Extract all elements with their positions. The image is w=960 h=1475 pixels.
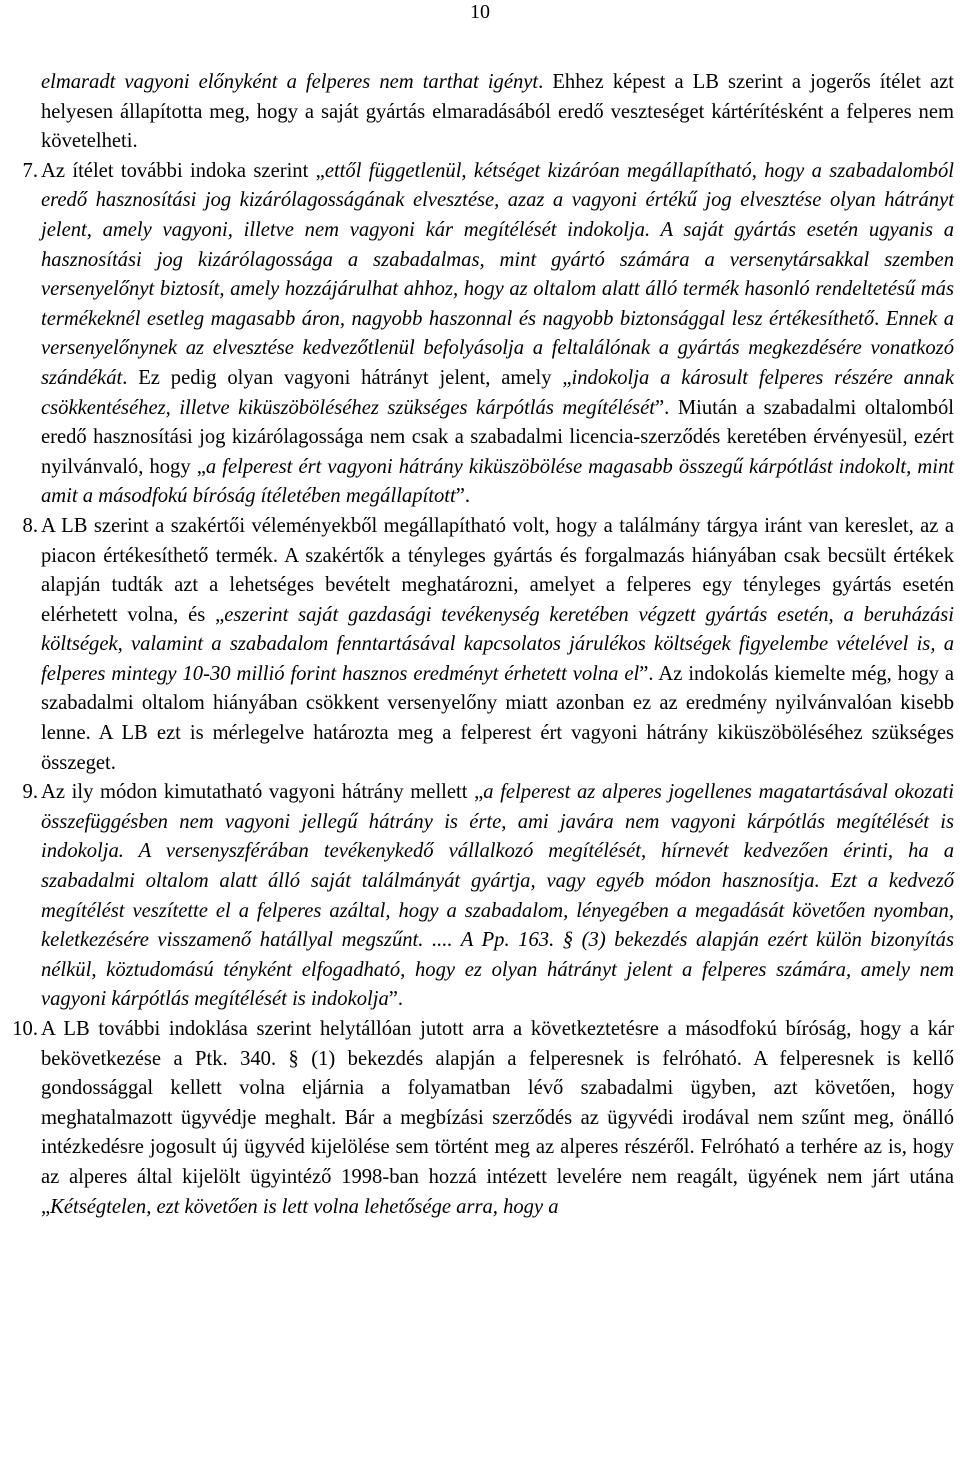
list-item-text [41,157,954,512]
quote-run: Ennek a versenyelőnynek az elvesztése kedvezőtlenül befolyásolja a feltalálónak a gyártás megkezdésére vonatkozó szándékát [41,307,954,389]
intro-paragraph [41,68,954,157]
text-run: . Ez pedig olyan vagyoni hátrányt jelent, amely „ [122,366,572,389]
text-run: ”. Miután a szabadalmi oltalomból eredő hasznosítási jog kizárólagossága nem csak a szabadalmi licencia-szerződés keretében érvényesül, ezért nyilvánvaló, hogy „ [41,396,954,478]
list-item-number: 7. [22,159,38,182]
text-run: Az ily módon kimutatható vagyoni hátrány mellett „ [41,781,484,804]
quote-run: a felperest ért vagyoni hátrány kiküszöbölése magasabb összegű kárpótlást indokolt, mint amit a másodfokú bíróság ítéletében megállapított [41,455,954,508]
quote-run: ettől függetlenül, kétséget kizáróan megállapítható, hogy a szabadalomból eredő hasznosítási jog kizárólagosságának elvesztése, azaz a vagyoni értékű jog elvesztése olyan hátrányt jelent, amely vagyoni, illetve nem vagyoni kár megítélését indokolja. A saját gyártás esetén ugyanis a hasznosítási jog kizárólagossága a szabadalmas, mint gyártó számára a versenytársakkal szemben versenyelőnyt biztosít, amely hozzájárulhat ahhoz, hogy az oltalom alatt álló termék hasonló rendeltetésű más termékeknél esetleg magasabb áron, nagyobb haszonnal és nagyobb biztonsággal lesz értékesíthető [41,159,954,330]
list-item-9 [22,778,954,1015]
text-run: A LB szerint a szakértői véleményekből megállapítható volt, hogy a találmány tárgya iránt van kereslet, az a piacon értékesíthető termék. A szakértők a tényleges gyártás és forgalmazás hiányában csak becsült értékek alapján tudták azt a lehetséges bevételt meghatározni, amelyet a felperes egy tényleges gyártás esetén elérhetett volna, és „ [41,514,954,626]
quote-run: Kétségtelen, ezt követően is lett volna lehetősége arra, hogy a [50,1195,559,1218]
text-run: ”. [455,485,470,508]
text-run: Az ítélet további indoka szerint „ [41,159,325,182]
text-run: ”. Az indokolás kiemelte még, hogy a szabadalmi oltalom hiányában csökkent versenyelőny miatt azonban ez az eredmény nyilvánvalóan kisebb lenne. A LB ezt is mérlegelve határozta meg a felperest ért vagyoni hátrány kiküszöböléséhez szükséges összeget. [41,662,954,774]
list-item-text [41,778,954,1015]
intro-italic-text: elmaradt vagyoni előnyként a felperes nem tarthat igényt [41,71,539,93]
list-item-7 [22,157,954,512]
quote-run: a felperest az alperes jogellenes magatartásával okozati összefüggésben nem vagyoni jellegű hátrány is érte, ami javára nem vagyoni kárpótlás megítélését is indokolja. A versenyszférában tevékenykedő vállalkozó megítélését, hírnevét kedvezően érinti, ha a szabadalmi oltalom alatt álló saját találmányát gyártja, vagy egyéb módon hasznosítja. Ezt a kedvező megítélést veszítette el a felperes azáltal, hogy a szabadalom, lényegében a megadását követően nyomban, keletkezésére visszamenő hatállyal megszűnt. .... A Pp. 163. § (3) bekezdés alapján ezért külön bizonyítás nélkül, köztudomású tényként elfogadható, hogy ez olyan hátrányt jelent a felperes számára, amely nem vagyoni kárpótlás megítélését is indokolja [41,781,954,1011]
quote-run: eszerint saját gazdasági tevékenység keretében végzett gyártás esetén, a beruházási költségek, valamint a szabadalom fenntartásával kapcsolatos járulékos költségek figyelembe vételével is, a felperes mintegy 10-30 millió forint hasznos eredményt érhetett volna el [41,603,954,685]
list-item-text [41,512,954,778]
text-run: A LB további indoklása szerint helytállóan jutott arra a következtetésre a másodfokú bíróság, hogy a kár bekövetkezése a Ptk. 340. § (1) bekezdés alapján a felperesnek is felróható. A felperesnek is kellő gondossággal kellett volna eljárnia a folyamatban lévő szabadalmi ügyben, azt követően, hogy meghatalmazott ügyvédje meghalt. Bár a megbízási szerződés az ügyvédi irodával nem szűnt meg, önálló intézkedésre jogosult új ügyvéd kijelölése sem történt meg az alperes részéről. Felróható a terhére az is, hogy az alperes által kijelölt ügyintéző 1998-ban hozzá intézett levelére nem reagált, ügyének nem járt utána „ [41,1018,954,1218]
list-item-8 [22,512,954,778]
document-body [12,68,954,1222]
text-run: ”. [388,988,404,1011]
list-item-number: 9. [22,781,38,804]
list-item-number: 8. [22,514,38,537]
text-run: . [874,307,886,330]
list-item-text [41,1015,954,1222]
quote-run: indokolja a károsult felperes részére annak csökkentéséhez, illetve kiküszöböléséhez szükséges kárpótlás megítélését [41,366,954,419]
intro-text: . Ehhez képest a LB szerint a jogerős ítélet azt helyesen állapította meg, hogy a saját gyártás elmaradásából eredő veszteséget kártérítésként a felperes nem követelheti. [41,71,954,153]
list-item-10 [12,1015,954,1222]
page-number: 10 [470,1,490,23]
list-item-number: 10. [12,1018,38,1040]
